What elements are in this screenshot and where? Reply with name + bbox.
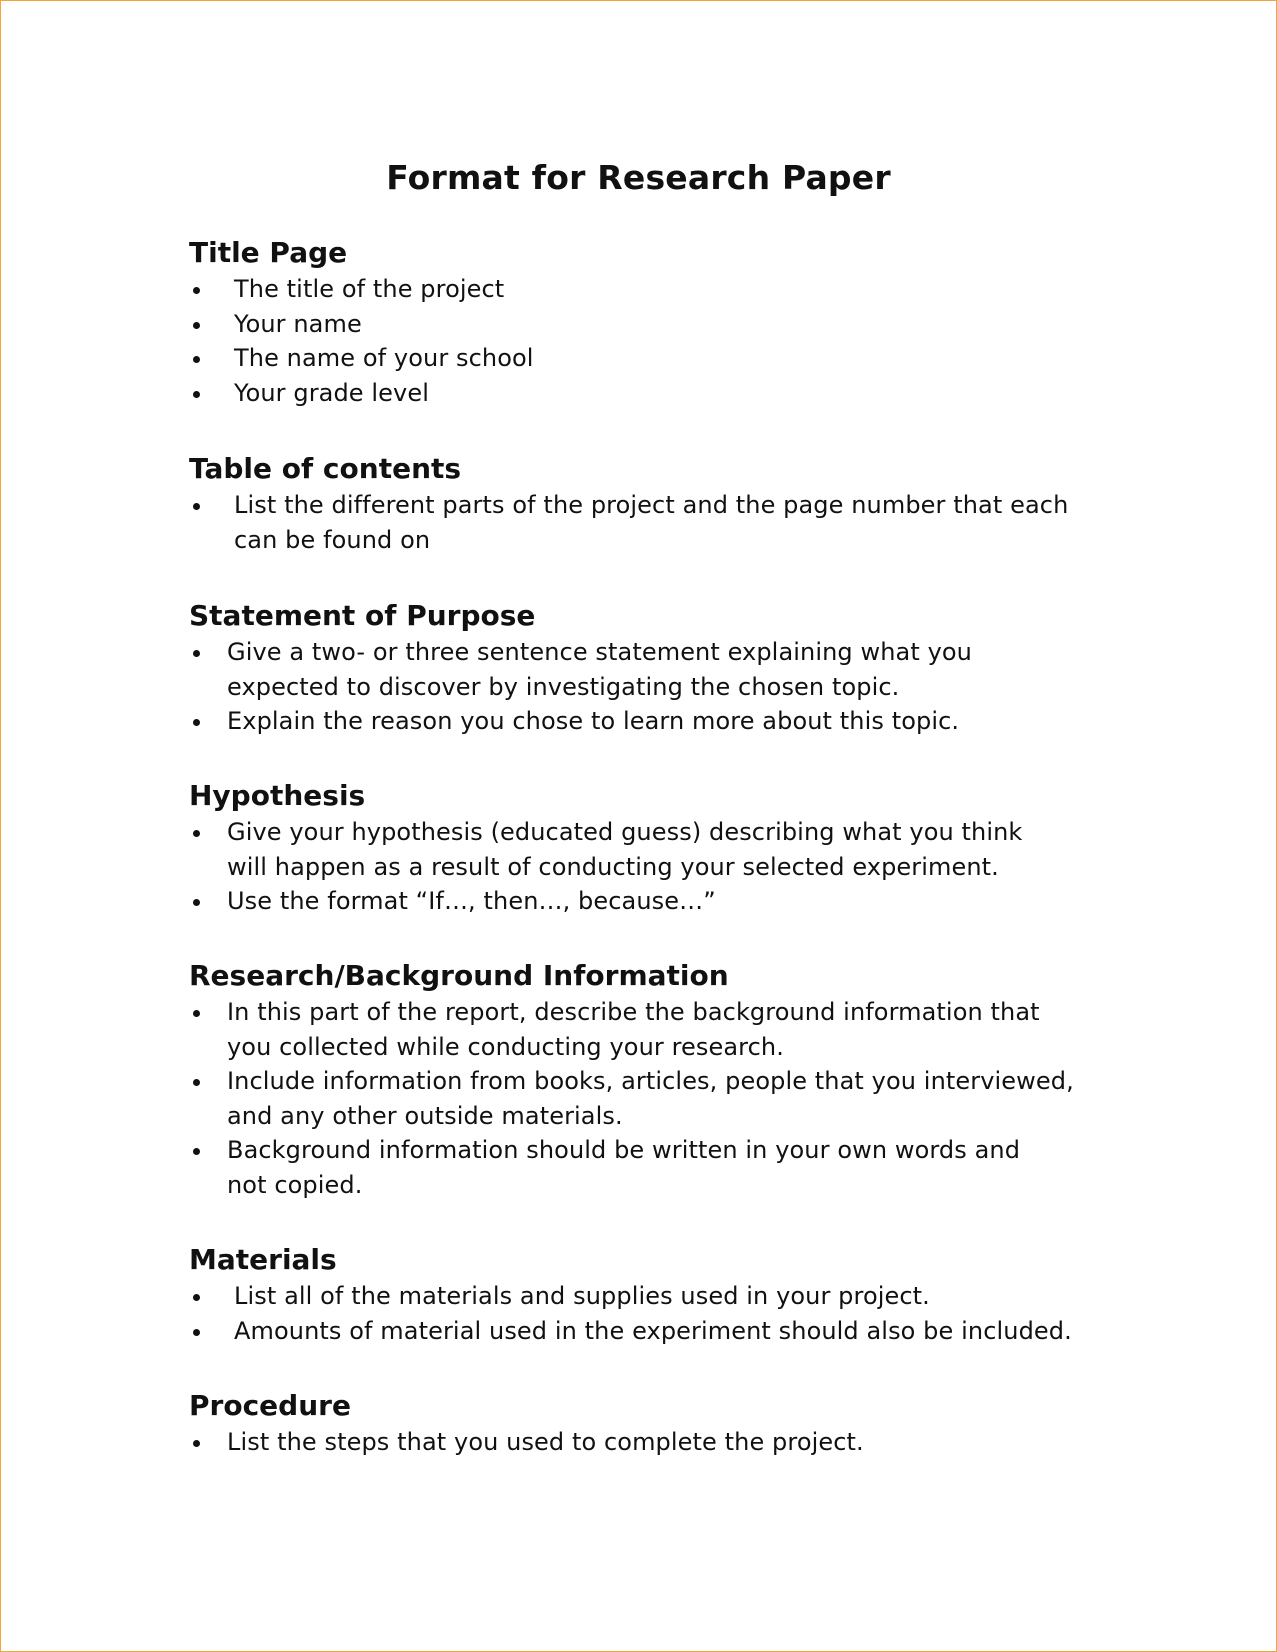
list-item (189, 1133, 1057, 1202)
bullet-icon (193, 391, 200, 398)
bullet-list (189, 815, 1089, 919)
section-heading: Title Page (189, 236, 348, 269)
list-item-text: Your name (234, 309, 362, 338)
bullet-icon (193, 1440, 200, 1447)
bullet-icon (193, 503, 200, 510)
bullet-list (189, 488, 1089, 557)
section-heading: Table of contents (189, 452, 462, 485)
list-item (189, 272, 1089, 307)
bullet-icon (193, 356, 200, 363)
list-item (189, 1064, 1087, 1133)
list-item-text: Give your hypothesis (educated guess) describing what you think will happen as a result of conducting your selected experiment. (227, 818, 1023, 881)
bullet-icon (193, 1148, 200, 1155)
section-research-background (189, 957, 1089, 1202)
list-item (189, 488, 1074, 557)
bullet-icon (193, 830, 200, 837)
list-item (189, 704, 1089, 739)
list-item-text: The name of your school (234, 344, 534, 372)
list-item (189, 995, 1087, 1064)
bullet-list (189, 635, 1089, 739)
section-title-page (189, 234, 1089, 410)
list-item-text: Give a two- or three sentence statement explaining what you expected to discover by investigating the chosen topic. (227, 638, 972, 701)
section-table-of-contents (189, 450, 1089, 557)
list-item-text: List all of the materials and supplies used in your project. (234, 1282, 930, 1310)
section-statement-of-purpose (189, 597, 1089, 739)
bullet-icon (193, 899, 200, 906)
list-item-text: The title of the project (234, 275, 505, 303)
list-item (189, 341, 1089, 376)
bullet-list (189, 272, 1089, 410)
list-item-text: Your grade level (234, 378, 429, 407)
list-item (189, 815, 1057, 884)
section-heading: Materials (189, 1243, 337, 1276)
bullet-list (189, 1279, 1089, 1348)
list-item-text: Explain the reason you chose to learn more about this topic. (227, 707, 960, 735)
section-heading: Statement of Purpose (189, 599, 536, 632)
bullet-icon (193, 1079, 200, 1086)
list-item (189, 884, 1089, 919)
section-procedure (189, 1387, 1089, 1460)
bullet-icon (193, 322, 200, 329)
list-item (189, 1279, 1089, 1314)
page-title: Format for Research Paper (386, 158, 891, 197)
bullet-icon (193, 1010, 200, 1017)
list-item-text: List the steps that you used to complete the project. (227, 1428, 864, 1456)
section-heading: Procedure (189, 1389, 351, 1422)
section-heading: Hypothesis (189, 779, 366, 812)
bullet-icon (193, 650, 200, 657)
list-item-text: Background information should be written in your own words and not copied. (227, 1136, 1021, 1199)
list-item-text: In this part of the report, describe the background information that you collected while conducting your research. (227, 998, 1040, 1061)
list-item (189, 307, 1089, 342)
list-item (189, 635, 1087, 704)
bullet-icon (193, 287, 200, 294)
bullet-icon (193, 1294, 200, 1301)
list-item (189, 1314, 1089, 1349)
section-heading: Research/Background Information (189, 959, 729, 992)
bullet-list (189, 995, 1089, 1202)
list-item-text: Amounts of material used in the experiment should also be included. (234, 1316, 1072, 1345)
bullet-list (189, 1425, 1089, 1460)
section-materials (189, 1241, 1089, 1348)
list-item (189, 376, 1089, 411)
section-hypothesis (189, 777, 1089, 919)
list-item-text: List the different parts of the project and the page number that each can be found on (234, 491, 1069, 554)
list-item (189, 1425, 1089, 1460)
list-item-text: Include information from books, articles, people that you interviewed, and any other outside materials. (227, 1067, 1074, 1130)
bullet-icon (193, 1329, 200, 1336)
bullet-icon (193, 719, 200, 726)
list-item-text: Use the format “If…, then…, because…” (227, 887, 716, 915)
